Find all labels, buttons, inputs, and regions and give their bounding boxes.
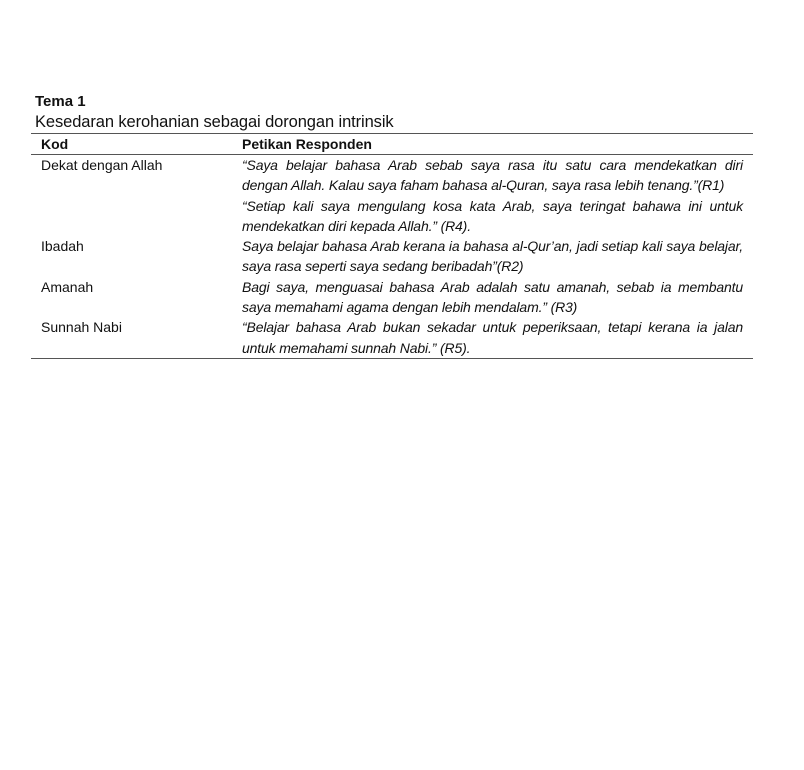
cell-petikan [242,236,753,277]
table-number: Tema 1 [35,93,86,110]
cell-kod: Amanah [41,278,94,295]
table-row [31,236,753,277]
table-row [31,317,753,358]
cell-kod: Sunnah Nabi [41,319,122,336]
header-petikan: Petikan Responden [242,134,753,155]
quote-text: “Saya belajar bahasa Arab sebab saya rasa itu satu cara mendekatkan diri dengan Allah. Kalau saya faham bahasa al-Quran, saya rasa lebih tenang.”(R1) [242,157,743,194]
quote-text: “Belajar bahasa Arab bukan sekadar untuk peperiksaan, tetapi kerana ia jalan untuk memahami sunnah Nabi.” (R5). [242,319,743,356]
cell-kod: Ibadah [41,238,84,255]
cell-petikan [242,277,753,318]
cell-petikan [242,317,753,358]
cell-petikan [242,155,753,237]
table-title: Kesedaran kerohanian sebagai dorongan intrinsik [35,113,394,131]
quote-text: “Setiap kali saya mengulang kosa kata Arab, saya teringat bahawa ini untuk mendekatkan diri kepada Allah.” (R4). [242,197,743,234]
table-header-row [31,134,753,155]
quote-text: Saya belajar bahasa Arab kerana ia bahasa al-Qur’an, jadi setiap kali saya belajar, saya rasa seperti saya sedang beribadah”(R2) [242,238,743,275]
table-row [31,155,753,237]
header-kod: Kod [31,134,242,155]
cell-kod: Dekat dengan Allah [41,157,163,173]
document-table-block [31,92,753,359]
theme-table [31,133,753,359]
quote-text: Bagi saya, menguasai bahasa Arab adalah satu amanah, sebab ia membantu saya memahami agama dengan lebih mendalam.” (R3) [242,278,743,316]
table-row [31,277,753,318]
